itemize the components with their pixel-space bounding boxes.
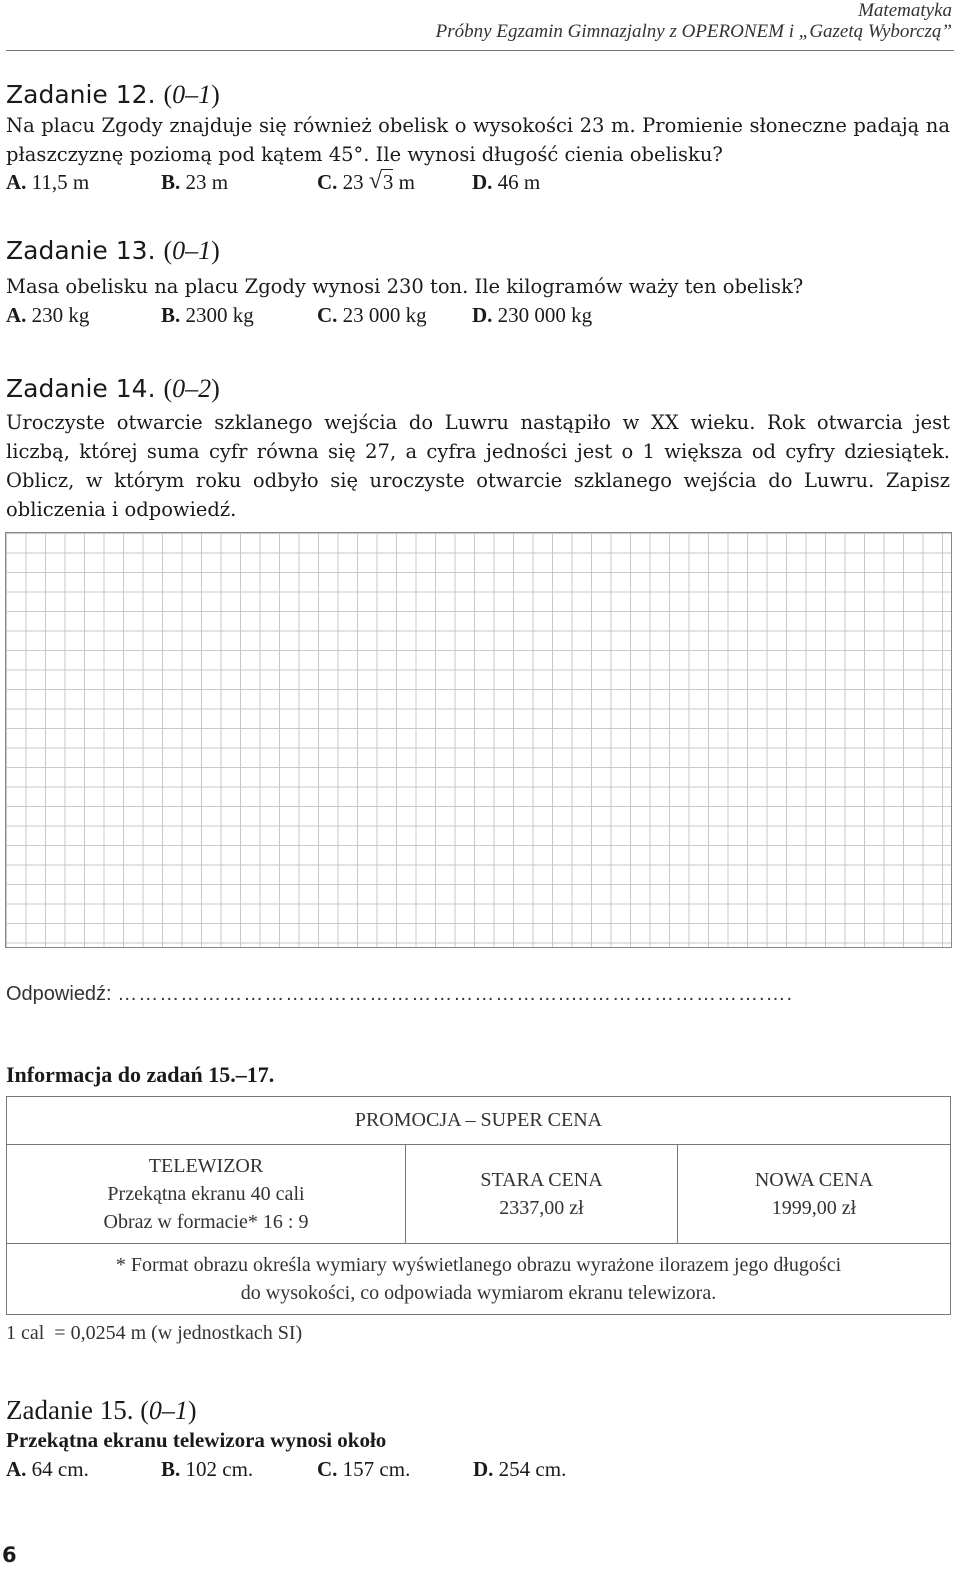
product-format: Obraz w formacie* 16 : 9: [103, 1211, 309, 1233]
task-15-title: [6, 1395, 197, 1426]
task-15-question: Przekątna ekranu telewizora wynosi około: [6, 1428, 387, 1452]
task-13-answer-d[interactable]: D. 230 000 kg: [472, 303, 593, 327]
task-15-answer-c[interactable]: C. 157 cm.: [317, 1457, 411, 1481]
task-12-answer-d[interactable]: D. 46 m: [472, 170, 541, 194]
format-footnote: [7, 1244, 951, 1315]
answer-dots: ……………………………………………………….....…………………….….: [117, 983, 794, 1005]
new-price-label: NOWA CENA: [754, 1169, 874, 1191]
info-title: Informacja do zadań 15.–17.: [6, 1062, 275, 1087]
task-14-question: Uroczyste otwarcie szklanego wejścia do Luwru nastąpiło w XX wieku. Rok otwarcia jest liczbą, której suma cyfr równa się 27, a cyfra jedności jest o 1 większa od cyfry dziesiątek. Oblicz, w którym roku odbyło się uroczyste otwarcie szklanego wejścia do Luwru. Zapisz obliczenia i odpowiedź.: [6, 411, 950, 521]
product-cell: [7, 1145, 406, 1244]
task-13-question: Masa obelisku na placu Zgody wynosi 230 ton. Ile kilogramów waży ten obelisk?: [6, 275, 804, 298]
task-12-answer-b[interactable]: B. 23 m: [161, 170, 229, 194]
product-diagonal: Przekątna ekranu 40 cali: [107, 1183, 305, 1205]
task-15-answer-b[interactable]: B. 102 cm.: [161, 1457, 254, 1481]
new-price-value: 1999,00 zł: [771, 1197, 857, 1219]
header-subject: Matematyka: [858, 0, 952, 21]
task-13-points: (0–1): [163, 236, 220, 265]
footnote-line-2: do wysokości, co odpowiada wymiarom ekranu telewizora.: [240, 1282, 717, 1304]
old-price-cell: [406, 1145, 678, 1244]
task-12-answers: [6, 170, 540, 195]
task-14-title: [6, 374, 220, 404]
task-15-label: Zadanie 15.: [6, 1395, 134, 1425]
calculation-grid[interactable]: [5, 532, 952, 948]
old-price-label: STARA CENA: [480, 1169, 603, 1191]
task-13-answers: [6, 303, 592, 328]
page-header: [0, 0, 952, 42]
task-12-answer-a[interactable]: A. 11,5 m: [6, 170, 90, 194]
header-divider: [6, 50, 954, 51]
task-15-answers: [6, 1457, 566, 1482]
task-13-answer-b[interactable]: B. 2300 kg: [161, 303, 254, 327]
task-12-title: [6, 80, 220, 110]
task-13-label: Zadanie 13.: [6, 236, 156, 265]
old-price-value: 2337,00 zł: [499, 1197, 584, 1219]
task-14-label: Zadanie 14.: [6, 374, 156, 403]
task-13-title: [6, 236, 220, 266]
task-15-points: (0–1): [140, 1396, 197, 1425]
task-13-answer-a[interactable]: A. 230 kg: [6, 303, 90, 327]
promo-header: PROMOCJA – SUPER CENA: [7, 1097, 951, 1145]
square-root-symbol: √ 3: [368, 168, 394, 194]
page-number: 6: [2, 1543, 17, 1567]
task-12-question: Na placu Zgody znajduje się również obelisk o wysokości 23 m. Promienie słoneczne padają na płaszczyznę poziomą pod kątem 45°. Ile wynosi długość cienia obelisku?: [6, 114, 950, 166]
unit-note: 1 cal = 0,0254 m (w jednostkach SI): [6, 1322, 303, 1344]
task-15-answer-d[interactable]: D. 254 cm.: [473, 1457, 567, 1481]
task-12-answer-c[interactable]: C. 23 √ 3 m: [317, 168, 416, 194]
task-13-answer-c[interactable]: C. 23 000 kg: [317, 303, 427, 327]
task-14-points: (0–2): [163, 374, 220, 403]
product-name: TELEWIZOR: [148, 1155, 264, 1177]
new-price-cell: [678, 1145, 951, 1244]
task-14-answer-line[interactable]: [6, 983, 793, 1006]
footnote-line-1: * Format obrazu określa wymiary wyświetlanego obrazu wyrażone ilorazem jego długości: [115, 1254, 842, 1276]
task-12-label: Zadanie 12.: [6, 80, 156, 109]
header-exam: Próbny Egzamin Gimnazjalny z OPERONEM i „Gazetą Wyborczą”: [435, 21, 952, 42]
promo-table: [6, 1096, 951, 1315]
task-15-answer-a[interactable]: A. 64 cm.: [6, 1457, 89, 1481]
task-12-points: (0–1): [163, 80, 220, 109]
answer-label: Odpowiedź:: [6, 983, 112, 1005]
